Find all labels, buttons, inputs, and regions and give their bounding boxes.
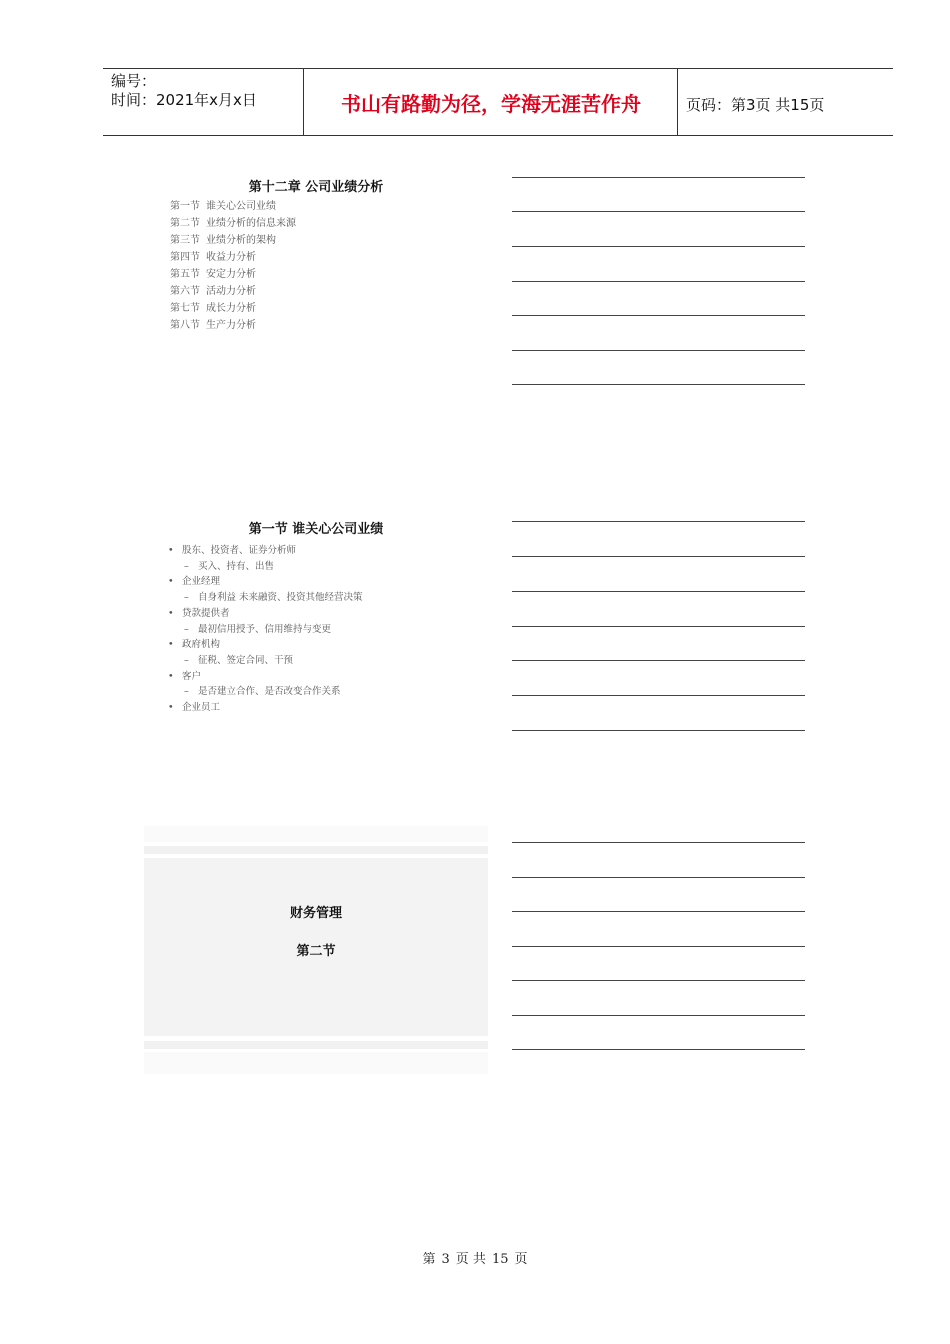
bullet-marker: –	[184, 560, 189, 572]
bullet-marker: •	[168, 576, 174, 588]
note-line	[512, 911, 805, 912]
bullet-text: 企业员工	[182, 702, 221, 714]
note-line	[512, 1015, 805, 1016]
toc-list	[170, 198, 296, 334]
doc-time-label: 时间：2021年x月x日	[111, 91, 257, 109]
bullet-marker: •	[168, 545, 174, 556]
note-line	[512, 626, 805, 627]
note-line	[512, 350, 805, 351]
note-line	[512, 315, 805, 316]
bullet-subitem	[168, 590, 363, 606]
note-line	[512, 1049, 805, 1050]
note-line	[512, 730, 805, 731]
toc-item	[170, 215, 296, 232]
bullet-marker: •	[168, 607, 174, 619]
slide-strip-top	[144, 846, 488, 854]
footer-prefix: 第	[422, 1252, 436, 1267]
bullet-subitem	[168, 559, 363, 575]
footer-total: 15	[491, 1252, 509, 1267]
slide-strip-bottom	[144, 1041, 488, 1049]
note-line	[512, 695, 805, 696]
note-line	[512, 980, 805, 981]
bullet-marker: •	[168, 702, 174, 714]
header-bottom-rule	[103, 135, 893, 136]
footer-page: 3	[441, 1252, 450, 1267]
toc-section-number: 第一节	[170, 201, 200, 212]
toc-item	[170, 283, 296, 300]
toc-section-title: 安定力分析	[206, 269, 256, 280]
toc-item	[170, 249, 296, 266]
bullet-text: 买入、持有、出售	[198, 560, 275, 572]
toc-section-title: 业绩分析的架构	[206, 235, 276, 246]
toc-section-title: 收益力分析	[206, 252, 256, 263]
bullet-item	[168, 574, 363, 590]
bullet-marker: –	[184, 686, 189, 698]
bullet-subitem	[168, 622, 363, 638]
toc-section-title: 生产力分析	[206, 320, 256, 331]
bullet-text: 股东、投资者、证券分析师	[182, 545, 297, 556]
bullet-item	[168, 637, 363, 653]
toc-item	[170, 266, 296, 283]
bullet-text: 最初信用授予、信用维持与变更	[198, 623, 332, 635]
note-line	[512, 660, 805, 661]
header-divider-left	[303, 68, 304, 136]
footer-mid: 页 共	[455, 1252, 486, 1267]
bullet-text: 贷款提供者	[182, 607, 230, 619]
note-line	[512, 591, 805, 592]
slide-cover-subtitle: 第二节	[296, 944, 336, 959]
bullet-text: 自身利益 未来融资、投资其他经营决策	[198, 592, 363, 604]
bullet-item	[168, 700, 363, 716]
note-line	[512, 842, 805, 843]
bullet-text: 政府机构	[182, 639, 221, 651]
toc-item	[170, 317, 296, 334]
toc-section-number: 第二节	[170, 218, 200, 229]
bullet-marker: –	[184, 654, 189, 666]
slide-cover-title: 财务管理	[289, 906, 342, 921]
header-meta	[111, 72, 257, 110]
toc-item	[170, 300, 296, 317]
bullet-item	[168, 669, 363, 685]
slide-chapter-toc	[144, 170, 488, 350]
toc-section-number: 第四节	[170, 252, 200, 263]
toc-section-number: 第五节	[170, 269, 200, 280]
note-line	[512, 556, 805, 557]
toc-section-title: 成长力分析	[206, 303, 256, 314]
bullet-item	[168, 543, 363, 559]
bullet-list	[168, 543, 363, 716]
toc-section-title: 活动力分析	[206, 286, 256, 297]
header-top-rule	[103, 68, 893, 69]
note-line	[512, 177, 805, 178]
bullet-marker: •	[168, 670, 174, 682]
toc-item	[170, 232, 296, 249]
note-line	[512, 246, 805, 247]
toc-section-number: 第六节	[170, 286, 200, 297]
note-line	[512, 211, 805, 212]
doc-number-label: 编号：	[111, 72, 157, 90]
bullet-subitem	[168, 653, 363, 669]
bullet-text: 是否建立合作、是否改变合作关系	[198, 686, 341, 698]
slide-title: 第十二章 公司业绩分析	[248, 180, 384, 195]
bullet-text: 征税、签定合同、干预	[198, 654, 294, 666]
toc-section-title: 业绩分析的信息来源	[206, 218, 296, 229]
note-line	[512, 281, 805, 282]
bullet-marker: •	[168, 639, 174, 651]
bullet-item	[168, 606, 363, 622]
footer-suffix: 页	[514, 1252, 528, 1267]
page-footer	[0, 1248, 950, 1267]
bullet-subitem	[168, 684, 363, 700]
toc-section-title: 谁关心公司业绩	[206, 201, 276, 212]
bullet-text: 企业经理	[182, 576, 221, 588]
slide-title: 第一节 谁关心公司业绩	[248, 522, 384, 537]
header-motto: 书山有路勤为径，学海无涯苦作舟	[341, 92, 641, 116]
header-page-label: 页码：第3页 共15页	[686, 96, 825, 114]
bullet-marker: –	[184, 592, 189, 604]
slide-finance-cover	[144, 858, 488, 1036]
note-line	[512, 946, 805, 947]
note-line	[512, 521, 805, 522]
toc-section-number: 第三节	[170, 235, 200, 246]
toc-section-number: 第七节	[170, 303, 200, 314]
note-line	[512, 877, 805, 878]
toc-item	[170, 198, 296, 215]
bullet-marker: –	[184, 623, 189, 635]
slide-fade-top	[144, 826, 488, 842]
header-divider-right	[677, 68, 678, 136]
note-line	[512, 384, 805, 385]
toc-section-number: 第八节	[170, 320, 200, 331]
slide-fade-bottom	[144, 1052, 488, 1074]
slide-who-cares	[144, 512, 488, 722]
bullet-text: 客户	[182, 670, 202, 682]
